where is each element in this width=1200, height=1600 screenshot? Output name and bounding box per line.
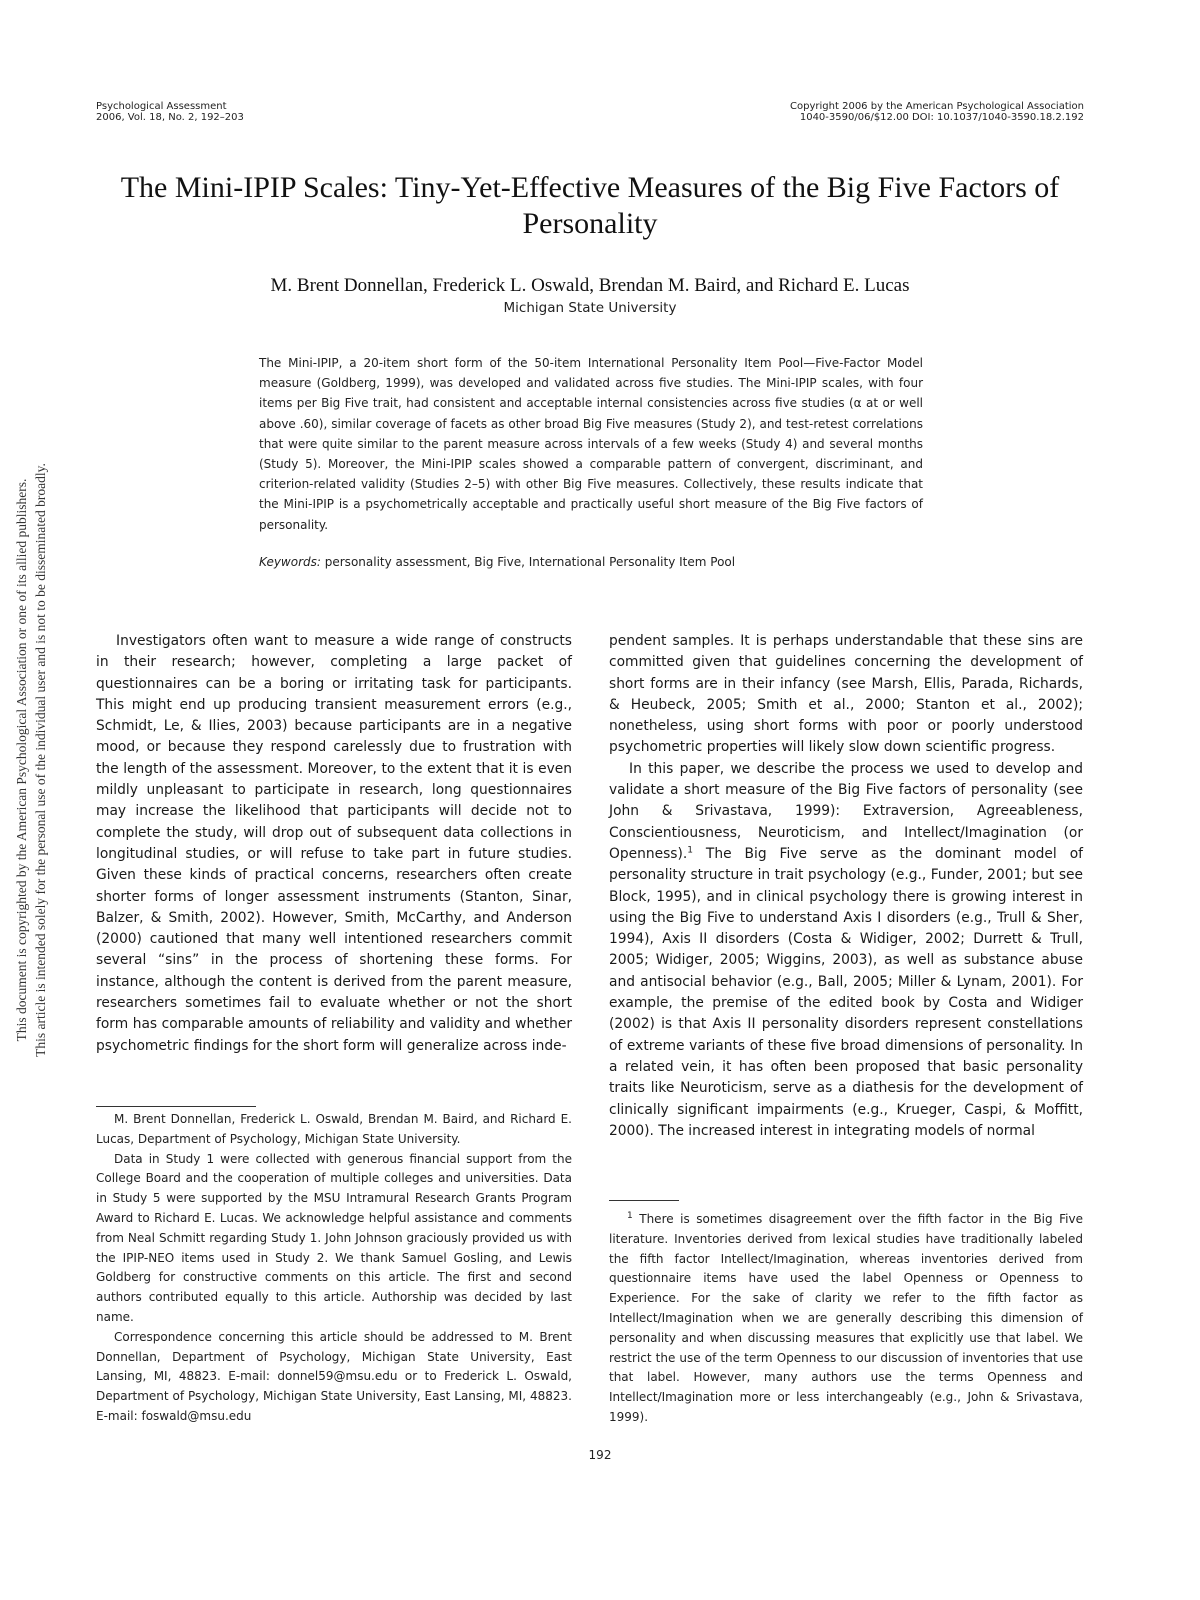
journal-name: Psychological Assessment [96,101,227,112]
body-text: In this paper, we describe the process we used to develop and validate a short measure of the Big Five factors of personality (see John & Srivastava, 1999): Extraversion, Agreeableness, Conscientiousness, Neuroticism, and Intellect/Imagination (or Openness). [609,760,1083,862]
footnote-1 [609,1210,1083,1428]
journal-volume: 2006, Vol. 18, No. 2, 192–203 [96,112,244,123]
body-paragraph: Investigators often want to measure a wide range of constructs in their research; however, completing a large packet of questionnaires can be a boring or irritating task for participants. This might end up producing transient measurement errors (e.g., Schmidt, Le, & Ilies, 2003) because participants are in a negative mood, or because they respond carelessly due to frustration with the length of the assessment. Moreover, to the extent that it is even mildly unpleasant to participate in research, long questionnaires may increase the likelihood that participants will decide not to complete the study, will drop out of subsequent data collections in longitudinal studies, or will refuse to take part in future studies. Given these kinds of practical concerns, researchers often create shorter forms of longer assessment instruments (Stanton, Sinar, Balzer, & Smith, 2002). However, Smith, McCarthy, and Anderson (2000) cautioned that many well intentioned researchers commit several “sins” in the process of shortening these forms. For instance, although the content is derived from the parent measure, researchers sometimes fail to evaluate whether or not the short form has comparable amounts of reliability and validity and whether psychometric findings for the short form will generalize across inde- [96,633,572,1054]
keywords [259,552,923,572]
abstract: The Mini-IPIP, a 20-item short form of the 50-item International Personality Item Pool—Five-Factor Model measure (Goldberg, 1999), was developed and validated across five studies. The Mini-IPIP scales, with four items per Big Five trait, had consistent and acceptable internal consistencies across five studies (α at or well above .60), similar coverage of facets as other broad Big Five measures (Study 2), and test-retest correlations that were quite similar to the parent measure across intervals of a few weeks (Study 4) and several months (Study 5). Moreover, the Mini-IPIP scales showed a comparable pattern of convergent, discriminant, and criterion-related validity (Studies 2–5) with other Big Five measures. Collectively, these results indicate that the Mini-IPIP is a psychometrically acceptable and practically useful short measure of the Big Five factors of personality. [259,356,923,532]
author-list: M. Brent Donnellan, Frederick L. Oswald, Brendan M. Baird, and Richard E. Lucas [270,275,910,296]
body-paragraph: pendent samples. It is perhaps understandable that these sins are committed given that guidelines concerning the development of short forms are in their infancy (see Marsh, Ellis, Parada, Richards, & Heubeck, 2005; Smith et al., 2000; Stanton et al., 2002); nonetheless, using short forms with poor or poorly understood psychometric properties will likely slow down scientific progress. [609,633,1083,756]
author-note: Data in Study 1 were collected with generous financial support from the College Board and the cooperation of multiple colleges and universities. Data in Study 5 were supported by the MSU Intramural Research Grants Program Award to Richard E. Lucas. We acknowledge helpful assistance and comments from Neal Schmitt regarding Study 1. John Johnson graciously provided us with the IPIP-NEO items used in Study 2. We thank Samuel Gosling, and Lewis Goldberg for constructive comments on this article. The first and second authors contributed equally to this article. Authorship was decided by last name. [96,1151,572,1324]
sidebar-line-1: This document is copyrighted by the American Psychological Association or one of its allied publishers. [14,478,29,1042]
copyright-line: Copyright 2006 by the American Psychological Association [790,101,1084,112]
author-note: M. Brent Donnellan, Frederick L. Oswald, Brendan M. Baird, and Richard E. Lucas, Department of Psychology, Michigan State University. [96,1112,572,1146]
page-number: 192 [588,1448,612,1462]
footnote-text: There is sometimes disagreement over the fifth factor in the Big Five literature. Inventories derived from lexical studies have traditionally labeled the fifth factor Intellect/Imagination, whereas inventories derived from questionnaire items have used the label Openness or Openness to Experience. For the sake of clarity we refer to the fifth factor as Intellect/Imagination when we are generally describing this dimension of personality and when discussing measures that explicitly use that label. We restrict the use of the term Openness to our discussion of inventories that use that label. However, many authors use the terms Openness and Intellect/Imagination more or less interchangeably (e.g., John & Srivastava, 1999). [609,1212,1083,1424]
keywords-label: Keywords: [259,555,321,569]
footnote-mark: 1 [627,1211,633,1221]
footnote-divider [609,1200,679,1201]
author-note: Correspondence concerning this article should be addressed to M. Brent Donnellan, Department of Psychology, Michigan State University, East Lansing, MI, 48823. E-mail: donnel59@msu.edu or to Frederick L. Oswald, Department of Psychology, Michigan State University, East Lansing, MI, 48823. E-mail: foswald@msu.edu [96,1329,572,1423]
body-paragraph [609,759,1083,1142]
keywords-text: personality assessment, Big Five, International Personality Item Pool [320,555,736,569]
article-title: The Mini-IPIP Scales: Tiny-Yet-Effective Measures of the Big Five Factors of Personality [120,171,1060,240]
footnotes [609,1210,1083,1428]
body-text: The Big Five serve as the dominant model of personality structure in trait psychology (e.g., Funder, 2001; but see Block, 1995), and in clinical psychology there is growing interest in using the Big Five to understand Axis I disorders (e.g., Trull & Sher, 1994), Axis II disorders (Costa & Widiger, 2002; Durrett & Trull, 2005; Widiger, 2005; Wiggins, 2003), as well as substance abuse and antisocial behavior (e.g., Ball, 2005; Miller & Lynam, 2001). For example, the premise of the edited book by Costa and Widiger (2002) is that Axis II personality disorders represent constellations of extreme variants of these five broad dimensions of personality. In a related vein, it has often been proposed that basic personality traits like Neuroticism, serve as a diathesis for the development of clinically significant impairments (e.g., Krueger, Caspi, & Moffitt, 2000). The increased interest in integrating models of normal [609,845,1083,1139]
footnote-divider [96,1106,256,1107]
journal-header [96,101,244,123]
body-column-right [609,631,1083,1142]
sidebar-line-2: This article is intended solely for the personal use of the individual user and is not to be disseminated broadly. [33,463,48,1057]
affiliation: Michigan State University [503,300,677,316]
doi-line: 1040-3590/06/$12.00 DOI: 10.1037/1040-3590.18.2.192 [799,112,1084,123]
author-notes [96,1110,572,1427]
body-column-left [96,631,572,1057]
copyright-header [790,101,1084,123]
footnote-ref[interactable]: 1 [687,845,693,856]
